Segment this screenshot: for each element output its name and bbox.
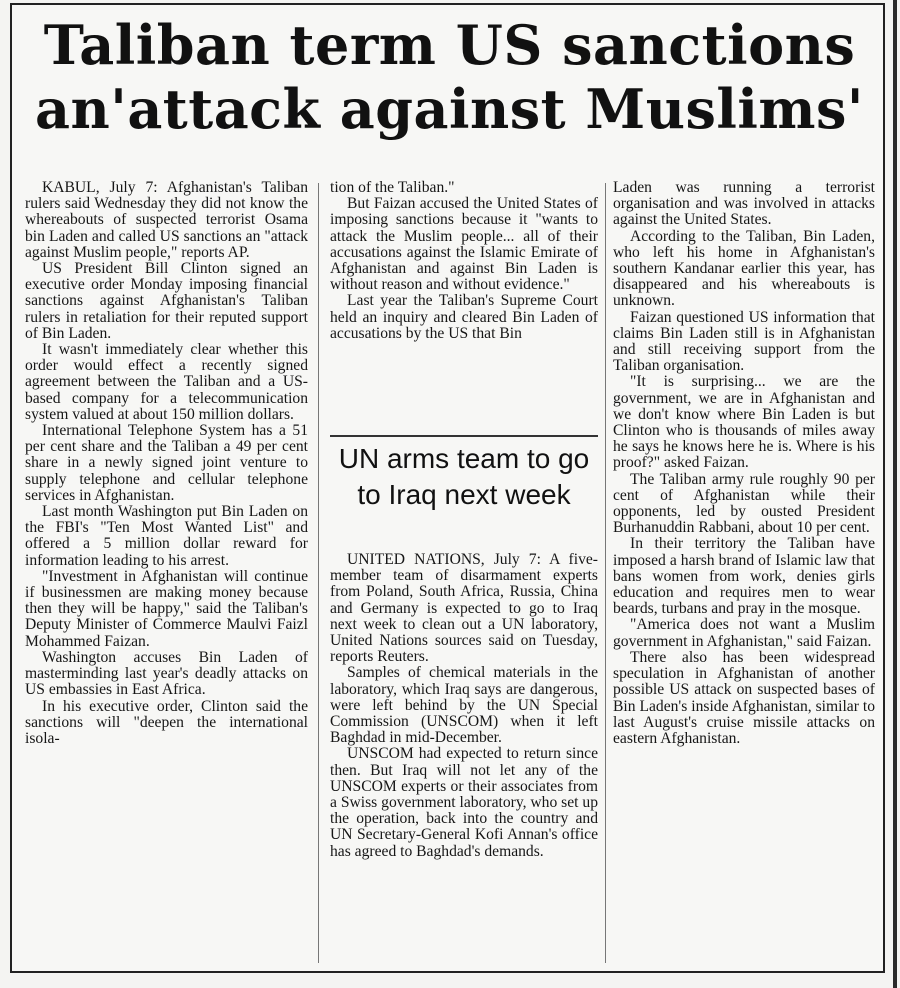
paragraph: "Investment in Afghanistan will continue if businessmen are making money because then they will be happy," said the Taliban's Deputy Minister of Commerce Maulvi Faizl Mohammed Faizan.	[25, 567, 308, 650]
column-rule-1	[318, 183, 319, 963]
paragraph: US President Bill Clinton signed an executive order Monday imposing financial sanctions against Afghanistan's Taliban rulers in retaliation for their reputed support of Bin Laden.	[25, 260, 308, 342]
paragraph: "It is surprising... we are the government, we are in Afghanistan and we don't know where Bin Laden is but Clinton who is thousands of miles away he says he knows here he is. Where is his proof?" asked Faizan.	[613, 373, 875, 472]
paragraph: Last year the Taliban's Supreme Court held an inquiry and cleared Bin Laden of accusations by the US that Bin	[330, 292, 598, 342]
article-column-3	[613, 180, 875, 747]
paragraph: Last month Washington put Bin Laden on the FBI's "Ten Most Wanted List" and offered a 5 million dollar reward for information leading to his arrest.	[25, 503, 308, 569]
paragraph: Faizan questioned US information that claims Bin Laden still is in Afghanistan and still receiving support from the Taliban organisation.	[613, 308, 875, 375]
scan-edge	[893, 0, 897, 988]
news-clipping	[10, 3, 885, 973]
paragraph: International Telephone System has a 51 per cent share and the Taliban a 49 per cent share in a newly signed joint venture to supply telephone and cellular telephone services in Afghanistan.	[25, 422, 308, 504]
paragraph: UNITED NATIONS, July 7: A five-member team of disarmament experts from Poland, South Africa, Russia, China and Germany is expected to go to Iraq next week to clean out a UN laboratory, United Nations sources said on Tuesday, reports Reuters.	[330, 551, 598, 666]
paragraph: It wasn't immediately clear whether this order would effect a recently signed agreement between the Taliban and a US-based company for a telecommunication system valued at about 150 million dollars.	[25, 341, 308, 423]
paragraph: Laden was running a terrorist organisation and was involved in attacks against the United States.	[613, 179, 875, 229]
paragraph: Samples of chemical materials in the laboratory, which Iraq says are dangerous, were left behind by the UN Special Commission (UNSCOM) when it left Baghdad in mid-December.	[330, 664, 598, 747]
paragraph: KABUL, July 7: Afghanistan's Taliban rulers said Wednesday they did not know the whereabouts of suspected terrorist Osama bin Laden and called US sanctions an "attack against Muslim people," reports AP.	[25, 179, 308, 261]
headline	[12, 13, 887, 141]
paragraph: There also has been widespread speculation in Afghanistan of another possible US attack on suspected bases of Bin Laden's inside Afghanistan, similar to last August's cruise missile attacks on eastern Afghanistan.	[613, 648, 875, 747]
article-column-1	[25, 180, 308, 747]
paragraph: Washington accuses Bin Laden of masterminding last year's deadly attacks on US embassies in East Africa.	[25, 648, 308, 699]
headline-line-2: an'attack against Muslims'	[35, 77, 864, 141]
paragraph: The Taliban army rule roughly 90 per cent of Afghanistan while their opponents, led by ousted President Burhanuddin Rabbani, about 10 per cent.	[613, 470, 875, 537]
paragraph: According to the Taliban, Bin Laden, who left his home in Afghanistan's southern Kandanar earlier this year, has disappeared and his whereabouts is unknown.	[613, 227, 875, 310]
article-column-2-top	[330, 180, 598, 342]
sub-article-column	[330, 552, 598, 860]
paragraph: tion of the Taliban."	[330, 179, 455, 196]
paragraph: In their territory the Taliban have imposed a harsh brand of Islamic law that bans women from work, denies girls education and requires men to wear beards, turbans and pray in the mosque.	[613, 535, 875, 618]
paragraph: UNSCOM had expected to return since then. But Iraq will not let any of the UNSCOM experts or their associates from a Swiss government laboratory, who set up the operation, back into the country and UN Secretary-General Kofi Annan's office has agreed to Baghdad's demands.	[330, 745, 598, 860]
sub-headline: UN arms team to go to Iraq next week	[330, 435, 598, 513]
column-rule-2	[605, 183, 606, 963]
paragraph: "America does not want a Muslim government in Afghanistan," said Faizan.	[613, 616, 875, 650]
headline-line-1: Taliban term US sanctions	[43, 13, 856, 77]
paragraph: In his executive order, Clinton said the sanctions will "deepen the international isola-	[25, 697, 308, 747]
paragraph: But Faizan accused the United States of imposing sanctions because it "wants to attack the Muslim people... all of their accusations against the Islamic Emirate of Afghanistan and against Bin Laden is without reason and without evidence."	[330, 195, 598, 294]
